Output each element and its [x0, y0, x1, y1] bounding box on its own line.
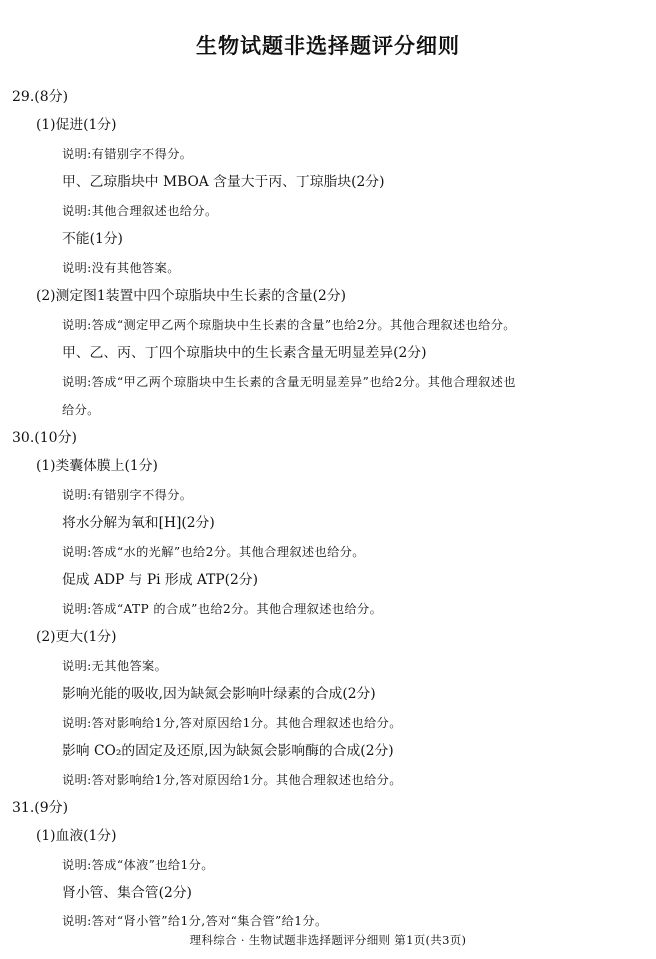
answer-line: 不能(1分): [62, 231, 123, 247]
page-title: 生物试题非选择题评分细则: [196, 33, 460, 58]
question-header-30: 30.(10分): [12, 430, 78, 446]
answer-line: 肾小管、集合管(2分): [62, 885, 192, 901]
note-line: 说明:答成“体液”也给1分。: [62, 858, 214, 872]
sub-answer: (2)更大(1分): [36, 629, 117, 645]
note-line: 给分。: [62, 403, 100, 417]
answer-line: 将水分解为氧和[H](2分): [62, 515, 215, 531]
note-line: 说明:有错别字不得分。: [62, 147, 193, 161]
note-line: 说明:其他合理叙述也给分。: [62, 204, 218, 218]
note-line: 说明:没有其他答案。: [62, 261, 180, 275]
note-line: 说明:有错别字不得分。: [62, 488, 193, 502]
question-header-31: 31.(9分): [12, 800, 69, 816]
answer-line: 促成 ADP 与 Pi 形成 ATP(2分): [62, 572, 258, 588]
note-line: 说明:答成“甲乙两个琼脂块中生长素的含量无明显差异”也给2分。其他合理叙述也: [62, 375, 516, 389]
note-line: 说明:答成“测定甲乙两个琼脂块中生长素的含量”也给2分。其他合理叙述也给分。: [62, 318, 516, 332]
sub-answer: (1)血液(1分): [36, 828, 117, 844]
note-line: 说明:答对影响给1分,答对原因给1分。其他合理叙述也给分。: [62, 773, 402, 787]
page-footer: 理科综合 · 生物试题非选择题评分细则 第1页(共3页): [189, 933, 467, 947]
note-line: 说明:答对影响给1分,答对原因给1分。其他合理叙述也给分。: [62, 716, 402, 730]
answer-line: 甲、乙琼脂块中 MBOA 含量大于丙、丁琼脂块(2分): [62, 174, 385, 190]
answer-line: 甲、乙、丙、丁四个琼脂块中的生长素含量无明显差异(2分): [62, 345, 427, 361]
sub-answer: (1)促进(1分): [36, 117, 117, 133]
question-header-29: 29.(8分): [12, 89, 69, 105]
answer-line: 影响 CO₂的固定及还原,因为缺氮会影响酶的合成(2分): [62, 743, 394, 759]
sub-answer: (1)类囊体膜上(1分): [36, 458, 158, 474]
note-line: 说明:无其他答案。: [62, 659, 168, 673]
note-line: 说明:答成“ATP 的合成”也给2分。其他合理叙述也给分。: [62, 602, 383, 616]
sub-answer: (2)测定图1装置中四个琼脂块中生长素的含量(2分): [36, 288, 347, 304]
note-line: 说明:答对“肾小管”给1分,答对“集合管”给1分。: [62, 914, 328, 928]
answer-line: 影响光能的吸收,因为缺氮会影响叶绿素的合成(2分): [62, 686, 376, 702]
note-line: 说明:答成“水的光解”也给2分。其他合理叙述也给分。: [62, 545, 365, 559]
